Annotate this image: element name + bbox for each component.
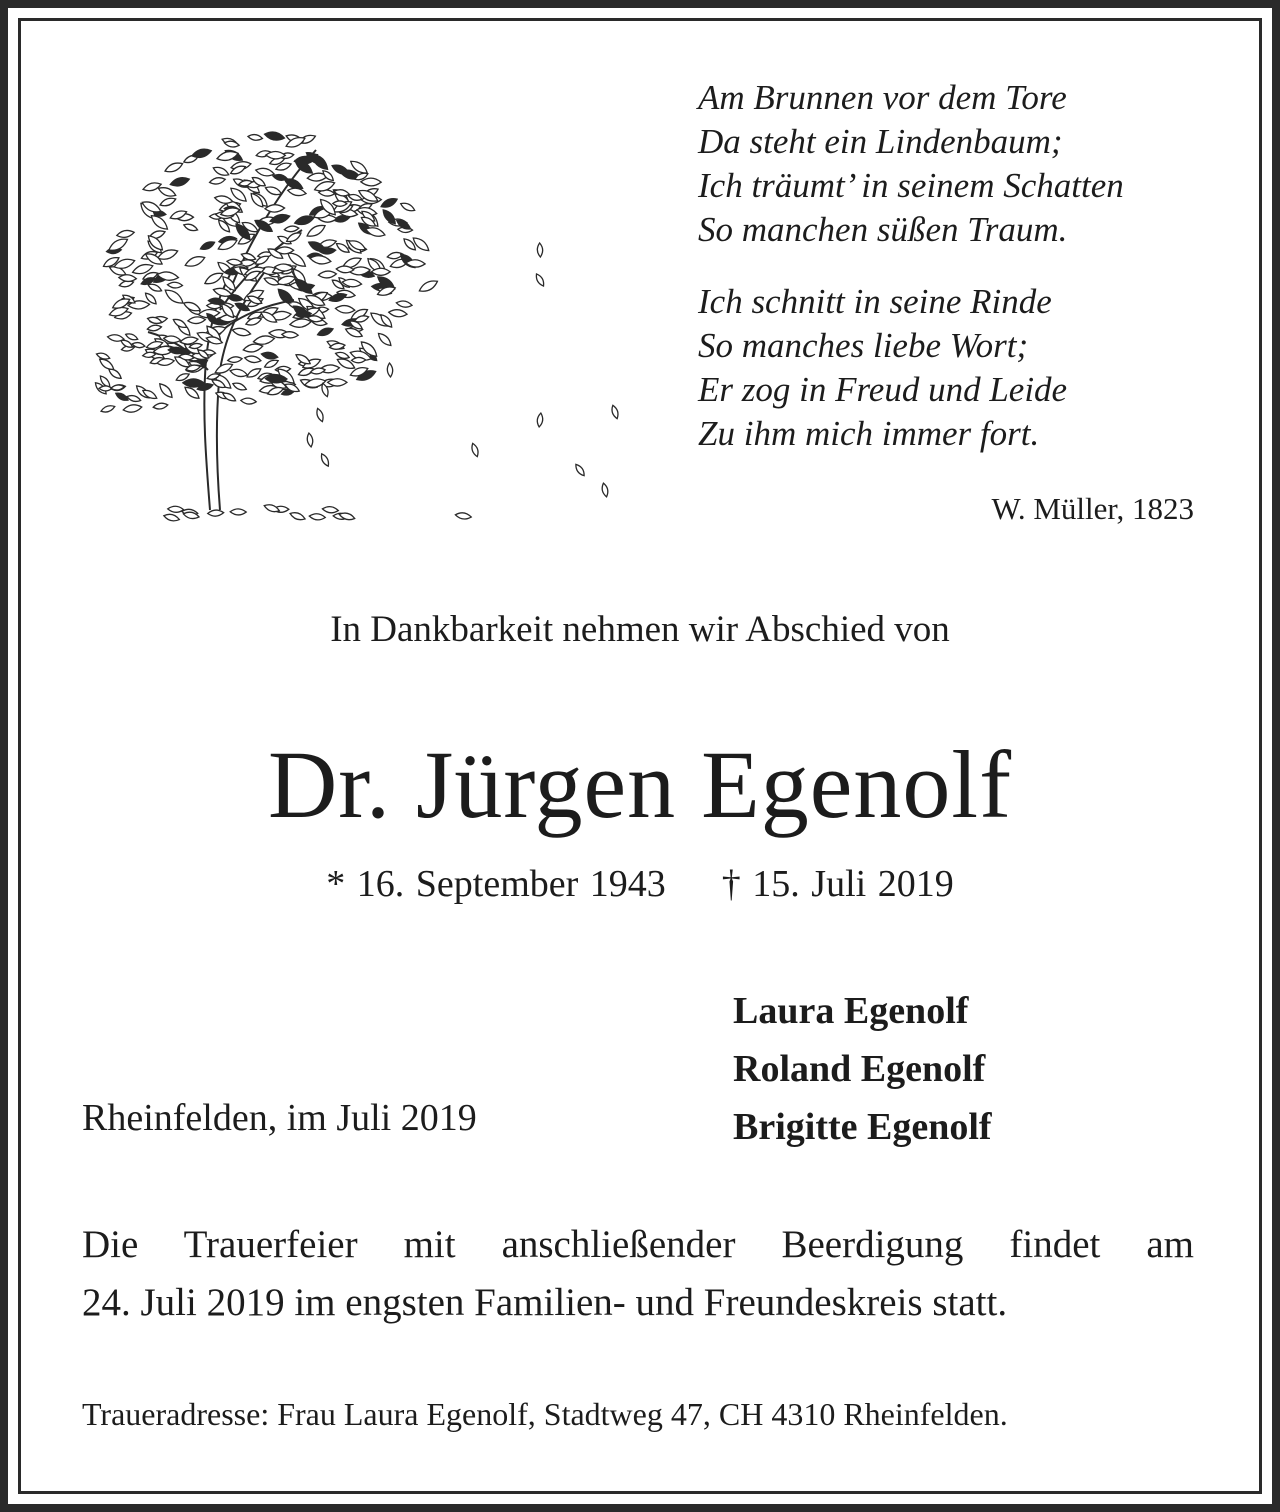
death-date: † 15. Juli 2019 xyxy=(721,863,954,905)
ceremony-line: Die Trauerfeier mit anschließender Beerdigung findet am xyxy=(82,1223,1194,1266)
mourner-name: Laura Egenolf xyxy=(733,990,969,1032)
poem-stanza-1 xyxy=(698,76,1218,252)
intro-text: In Dankbarkeit nehmen wir Abschied von xyxy=(330,609,950,650)
mourners-list xyxy=(733,982,992,1156)
poem-line: Ich schnitt in seine Rinde xyxy=(698,282,1052,321)
poem-line: Da steht ein Lindenbaum; xyxy=(698,122,1063,161)
mourner-name: Roland Egenolf xyxy=(733,1048,986,1090)
poem-line: Am Brunnen vor dem Tore xyxy=(698,78,1067,117)
mourner-name: Brigitte Egenolf xyxy=(733,1106,992,1148)
birth-date: * 16. September 1943 xyxy=(326,863,666,905)
ceremony-notice xyxy=(82,1216,1194,1332)
poem xyxy=(698,76,1218,484)
mourning-address: Traueradresse: Frau Laura Egenolf, Stadtweg 47, CH 4310 Rheinfelden. xyxy=(82,1396,1008,1432)
life-dates xyxy=(0,862,1280,906)
poem-line: Er zog in Freud und Leide xyxy=(698,370,1068,409)
place-and-date: Rheinfelden, im Juli 2019 xyxy=(82,1097,477,1139)
poem-stanza-2 xyxy=(698,280,1218,456)
ceremony-line: 24. Juli 2019 im engsten Familien- und Freundeskreis statt. xyxy=(82,1281,1008,1324)
poem-author: W. Müller, 1823 xyxy=(991,491,1194,526)
poem-line: Zu ihm mich immer fort. xyxy=(698,414,1040,453)
deceased-name: Dr. Jürgen Egenolf xyxy=(267,731,1013,838)
poem-line: So manches liebe Wort; xyxy=(698,326,1029,365)
poem-line: So manchen süßen Traum. xyxy=(698,210,1068,249)
poem-line: Ich träumt’ in seinem Schatten xyxy=(698,166,1124,205)
windblown-tree-icon xyxy=(70,70,630,540)
